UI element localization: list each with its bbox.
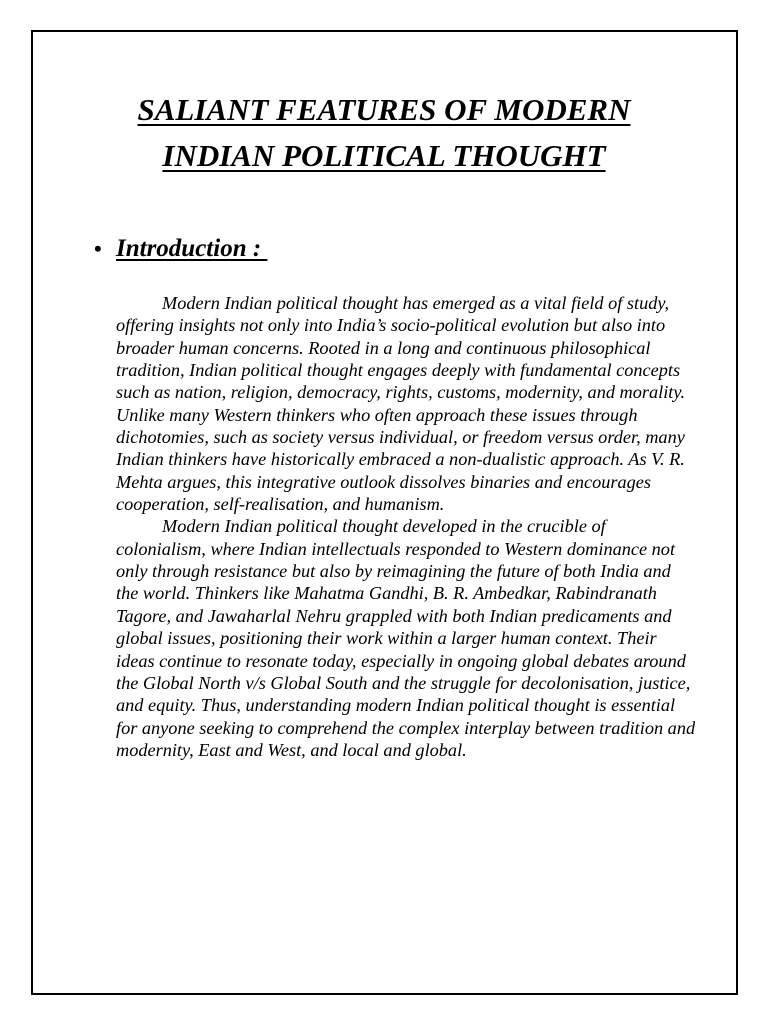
title-line-2: INDIAN POLITICAL THOUGHT <box>162 138 606 173</box>
page-title <box>0 87 768 179</box>
body-text <box>116 292 696 761</box>
paragraph-1: Modern Indian political thought has emerged as a vital field of study, offering insights not only into India’s socio-political evolution but also into broader human concerns. Rooted in a long and continuous philosophical tradition, Indian political thought engages deeply with fundamental concepts such as nation, religion, democracy, rights, customs, modernity, and morality. Unlike many Western thinkers who often approach these issues through dichotomies, such as society versus individual, or freedom versus order, many Indian thinkers have historically embraced a non-dualistic approach. As V. R. Mehta argues, this integrative outlook dissolves binaries and encourages cooperation, self-realisation, and humanism. <box>116 293 686 515</box>
paragraph-2: Modern Indian political thought developed in the crucible of colonialism, where Indian intellectuals responded to Western dominance not only through resistance but also by reimagining the future of both India and the world. Thinkers like Mahatma Gandhi, B. R. Ambedkar, Rabindranath Tagore, and Jawaharlal Nehru grappled with both Indian predicaments and global issues, positioning their work within a larger human context. Their ideas continue to resonate today, especially in ongoing global debates around the Global North v/s Global South and the struggle for decolonisation, justice, and equity. Thus, understanding modern Indian political thought is essential for anyone seeking to comprehend the complex interplay between tradition and modernity, East and West, and local and global. <box>116 516 696 760</box>
bullet-icon: • <box>94 236 102 261</box>
title-line-1: SALIANT FEATURES OF MODERN <box>137 92 631 127</box>
section-heading <box>94 234 267 264</box>
section-heading-text: Introduction : <box>116 235 268 262</box>
